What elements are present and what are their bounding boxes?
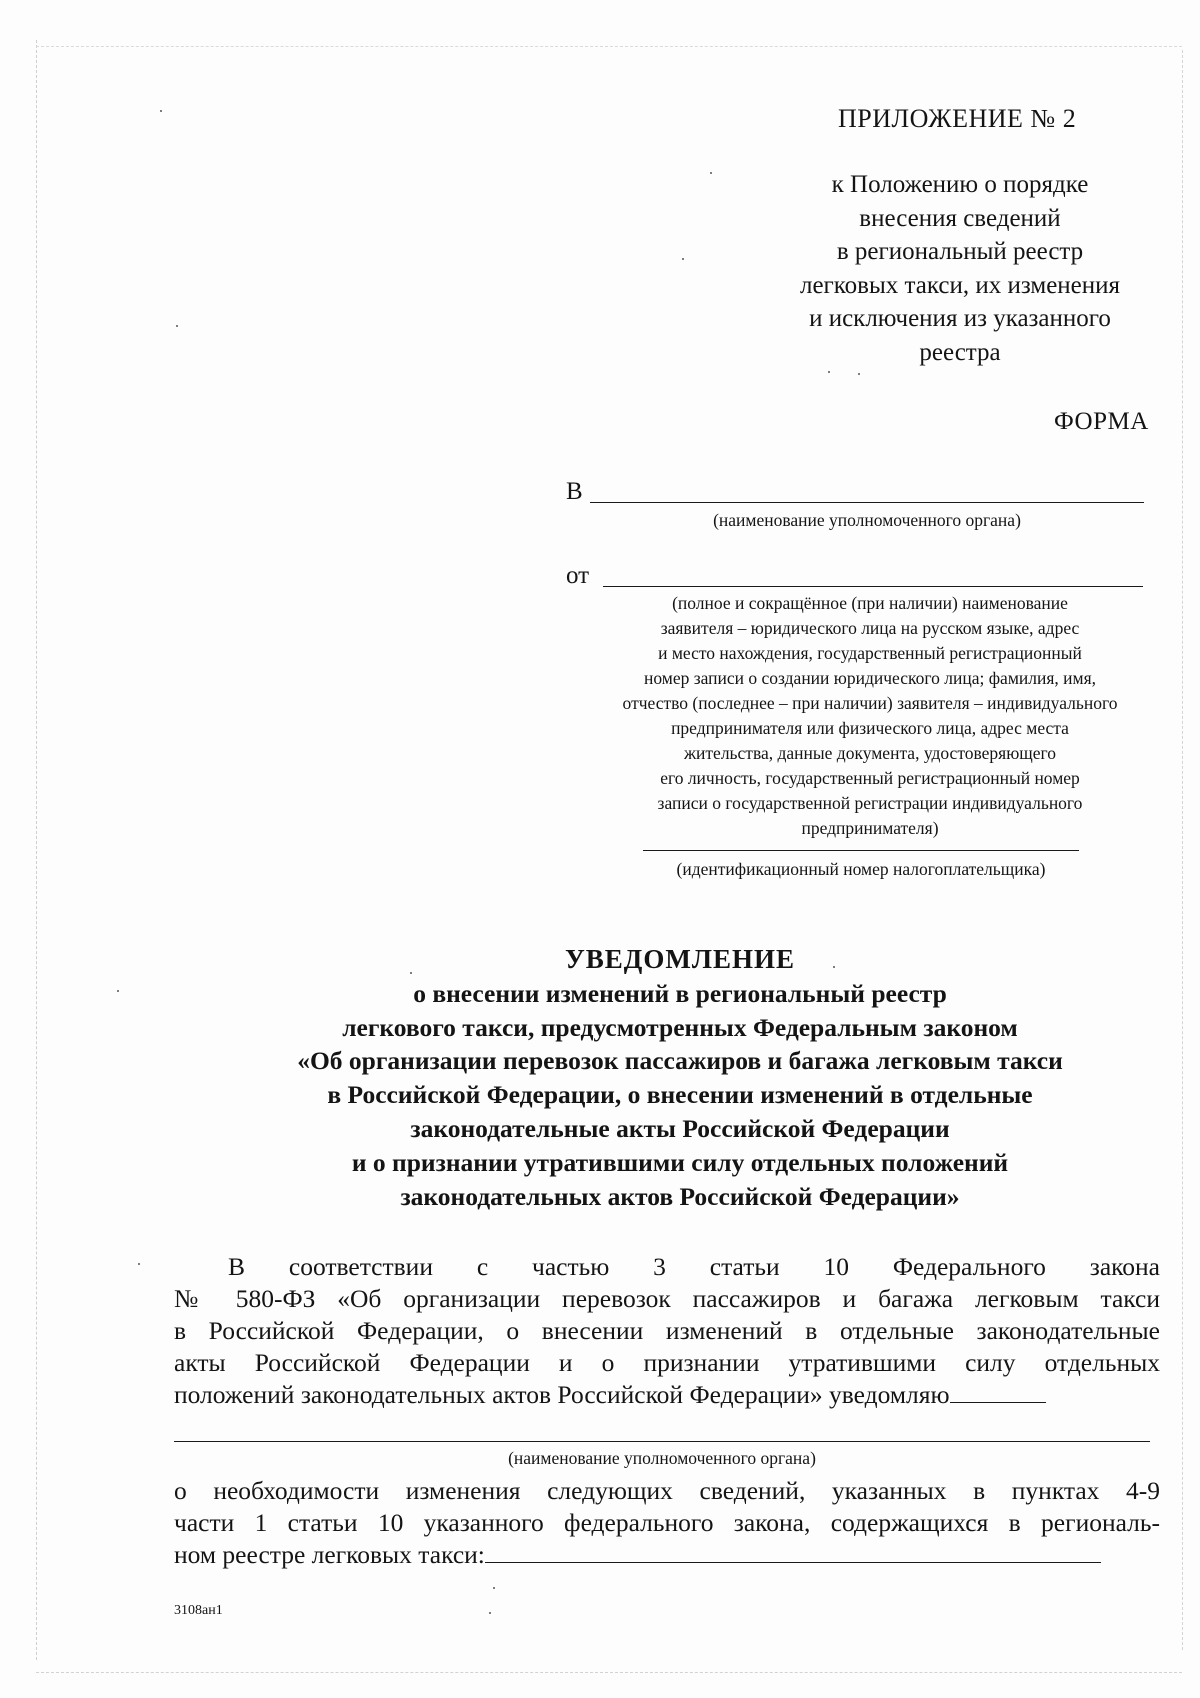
changes-blank[interactable] (485, 1540, 1101, 1563)
addressee-prefix: В (566, 478, 583, 505)
sender-caption-line: и место нахождения, государственный регистрационный (658, 643, 1082, 663)
body-word: частью (532, 1252, 610, 1281)
sender-caption-line: жительства, данные документа, удостоверяющего (683, 743, 1057, 763)
scan-edge-top (36, 46, 1182, 47)
notice-title: УВЕДОМЛЕНИЕ (564, 944, 796, 974)
notice-subtitle-line: легкового такси, предусмотренных Федеральным законом (342, 1012, 1018, 1042)
inn-field[interactable] (643, 850, 1079, 851)
scan-speck (160, 110, 162, 112)
body-word: Федерального (892, 1252, 1046, 1281)
regulation-basis (770, 168, 1150, 369)
sender-field[interactable] (603, 586, 1143, 587)
sender-caption-line: записи о государственной регистрации индивидуального (657, 793, 1083, 813)
body-line: в Российской Федерации, о внесении изменений в отдельные законодательные (174, 1316, 1160, 1345)
notice-body (174, 1251, 1160, 1411)
notice-subtitle-line: о внесении изменений в региональный реестр (413, 978, 947, 1008)
scan-speck (489, 1612, 491, 1614)
scan-speck (176, 325, 178, 327)
scan-speck (858, 373, 860, 375)
inn-caption: (идентификационный номер налогоплательщика) (676, 859, 1046, 879)
body-last-line-text: положений законодательных актов Российской Федерации» уведомляю (174, 1380, 950, 1409)
appendix-title: ПРИЛОЖЕНИЕ № 2 (838, 104, 1077, 133)
body-line: № 580-ФЗ «Об организации перевозок пассажиров и багажа легковым такси (174, 1284, 1160, 1313)
sender-caption-line: его личность, государственный регистрационный номер (660, 768, 1080, 788)
basis-line: легковых такси, их изменения (799, 271, 1121, 299)
scan-speck (117, 990, 119, 992)
notice-continuation (174, 1475, 1160, 1571)
organ-field[interactable] (174, 1441, 1150, 1442)
sender-caption-line: отчество (последнее – при наличии) заявителя – индивидуального (622, 693, 1118, 713)
notice-subtitle-line: законодательных актов Российской Федерации» (400, 1181, 960, 1211)
basis-line: в региональный реестр (836, 238, 1084, 265)
notice-subtitle-line: в Российской Федерации, о внесении изменений в отдельные (327, 1080, 1033, 1110)
body-word: соответствии (288, 1252, 433, 1281)
document-code: 3108ан1 (174, 1603, 223, 1618)
sender-prefix: от (566, 562, 590, 589)
scan-edge-bottom (36, 1672, 1182, 1673)
body-line: акты Российской Федерации и о признании утратившими силу отдельных (174, 1348, 1160, 1377)
scan-speck (682, 258, 684, 260)
notifier-blank[interactable] (950, 1380, 1046, 1403)
notice-heading (170, 943, 1190, 1213)
addressee-caption: (наименование уполномоченного органа) (713, 510, 1021, 530)
final-line-text: ном реестре легковых такси: (174, 1540, 485, 1569)
body-word: закона (1089, 1252, 1160, 1281)
continuation-line: о необходимости изменения следующих сведений, указанных в пунктах 4-9 (174, 1476, 1160, 1505)
scan-edge-right (1182, 50, 1183, 1650)
organ-caption: (наименование уполномоченного органа) (508, 1448, 816, 1468)
scan-speck (828, 371, 830, 373)
body-word: 3 (653, 1252, 666, 1281)
notice-subtitle-line: «Об организации перевозок пассажиров и багажа легковым такси (297, 1046, 1063, 1076)
notice-subtitle-line: законодательные акты Российской Федерации (410, 1113, 950, 1143)
basis-line: к Положению о порядке (831, 171, 1089, 198)
continuation-line: части 1 статьи 10 указанного федерального закона, содержащихся в региональ- (174, 1508, 1160, 1537)
sender-caption-line: (полное и сокращённое (при наличии) наименование (672, 593, 1068, 613)
scan-speck (138, 1263, 140, 1265)
body-word: В (228, 1252, 246, 1281)
body-word: статьи (709, 1252, 780, 1281)
form-label: ФОРМА (1054, 408, 1149, 435)
scan-speck (710, 172, 712, 174)
body-word: с (476, 1252, 489, 1281)
final-line (174, 1539, 1160, 1571)
body-last-line (174, 1379, 1160, 1411)
addressee-field[interactable] (590, 502, 1144, 503)
basis-line: и исключения из указанного (809, 305, 1111, 332)
sender-caption-line: номер записи о создании юридического лица; фамилия, имя, (643, 668, 1097, 688)
sender-caption (560, 591, 1180, 841)
basis-line: внесения сведений (859, 204, 1061, 232)
scan-edge-left (36, 40, 37, 1660)
body-first-line (174, 1251, 1160, 1283)
body-word: 10 (823, 1252, 849, 1281)
notice-subtitle-line: и о признании утратившими силу отдельных положений (351, 1147, 1009, 1177)
basis-line: реестра (919, 338, 1001, 366)
scan-speck (493, 1587, 495, 1589)
sender-caption-line: предпринимателя) (801, 818, 939, 838)
sender-caption-line: заявителя – юридического лица на русском языке, адрес (660, 618, 1080, 638)
sender-caption-line: предпринимателя или физического лица, адрес места (671, 718, 1069, 738)
